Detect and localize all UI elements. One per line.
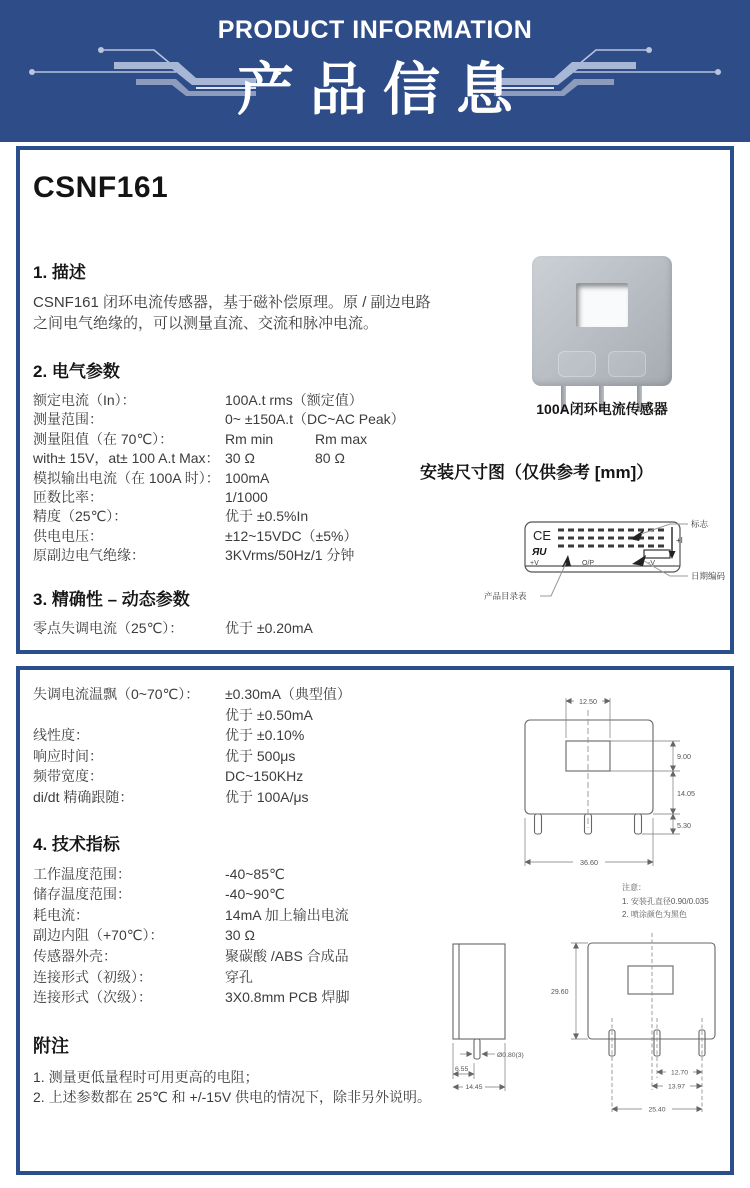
dim-pin-length: 5.30 (677, 821, 691, 830)
param-row (33, 684, 435, 705)
page-header (0, 0, 750, 142)
param-value2: Rm max (315, 430, 368, 447)
param-value: 0~ ±150A.t（DC~AC Peak） (225, 411, 405, 428)
dim-pitch2: 13.97 (667, 1083, 686, 1091)
param-label: 失调电流温飘（0~70℃）： (33, 686, 200, 702)
param-label: di/dt 精确跟随： (33, 788, 134, 805)
param-value: 30 Ω (225, 450, 255, 467)
date-code-box (644, 550, 670, 558)
param-row (33, 449, 435, 468)
param-label: 储存温度范围： (33, 886, 131, 903)
param-label: 原副边电气绝缘： (33, 547, 145, 564)
ce-mark: CE (533, 528, 552, 543)
param-value: 聚碳酸 /ABS 合成品 (225, 947, 349, 964)
dim-hole-height: 9.00 (677, 752, 691, 761)
section-accuracy-heading: 3. 精确性 – 动态参数 (33, 589, 190, 609)
photo-caption: 100A闭环电流传感器 (536, 401, 668, 417)
param-row (33, 410, 435, 429)
note-item: 1. 测量更低量程时可用更高的电阻； (33, 1068, 259, 1085)
param-row (33, 864, 435, 885)
dim-depth: 14.45 (465, 1084, 483, 1091)
pin-label-op: O/P (582, 560, 595, 567)
param-value: 3X0.8mm PCB 焊脚 (225, 989, 350, 1006)
param-label: 精度（25℃）： (33, 508, 128, 525)
param-label: 耗电流： (33, 906, 89, 923)
param-label: 传感器外壳： (33, 947, 117, 964)
param-label: 响应时间： (33, 747, 103, 764)
param-value: 14mA 加上输出电流 (225, 906, 349, 923)
param-row (33, 884, 435, 905)
param-value: 优于 ±0.20mA (225, 619, 313, 636)
dim-total: 25.40 (648, 1106, 666, 1114)
param-row (33, 391, 435, 410)
front-view (525, 720, 653, 834)
param-label: 连接形式（初级）： (33, 968, 152, 985)
param-label: 线性度： (33, 727, 89, 744)
dim-height: 29.60 (551, 989, 569, 996)
panel-specs (16, 666, 734, 1175)
param-row (33, 546, 435, 565)
panel1-text-column (33, 150, 435, 638)
dim-hole-width: 12.50 (579, 697, 597, 706)
panel2-text-column (33, 670, 435, 1108)
sensor-pad (558, 351, 596, 377)
param-value: DC~150KHz (225, 768, 304, 785)
topview-diagram (418, 495, 738, 623)
param-value: 穿孔 (225, 968, 253, 985)
param-row (33, 527, 435, 546)
notes-heading: 附注 (33, 1035, 69, 1056)
catalog-pointer-arrow (562, 555, 571, 567)
date-code-pointer-arrow (632, 555, 646, 566)
dynamic-params (33, 684, 435, 808)
param-value: -40~85℃ (225, 865, 285, 882)
param-row (33, 925, 435, 946)
note-item: 2. 上述参数都在 25℃ 和 +/-15V 供电的情况下，除非另外说明。 (33, 1089, 432, 1106)
section-desc-body: CSNF161 闭环电流传感器，基于磁补偿原理。原 / 副边电路之间电气绝缘的，可以测量直流、交流和脉冲电流。 (33, 294, 431, 332)
front-dim-lines (525, 698, 680, 866)
param-row (33, 507, 435, 526)
param-value: 1/1000 (225, 489, 268, 506)
drawing-note-1: 1. 安装孔直径0.90/0.035 (622, 897, 709, 906)
param-row (33, 967, 435, 988)
pin-label-minus-v: -V (648, 560, 655, 567)
param-row (33, 430, 435, 449)
param-row (33, 905, 435, 926)
param-label: 测量阻值（在 70℃）： (33, 430, 174, 447)
dim-total-width: 36.60 (580, 858, 598, 867)
param-row (33, 705, 435, 726)
section-electrical-heading: 2. 电气参数 (33, 362, 120, 381)
bottom-view (588, 943, 715, 1056)
pin-label-plus-v: +V (530, 560, 539, 567)
sensor-pad (608, 351, 646, 377)
param-value: 优于 500μs (225, 747, 296, 764)
param-label: 副边内阻（+70℃）： (33, 927, 164, 944)
param-row (33, 725, 435, 746)
param-value: 100A.t rms（额定值） (225, 392, 363, 408)
annotation-mark: 标志 (691, 519, 709, 529)
param-row (33, 746, 435, 767)
param-value: -40~90℃ (225, 886, 285, 903)
param-row (33, 469, 435, 488)
annotation-catalog: 产品目录表 (484, 591, 527, 601)
param-row (33, 987, 435, 1008)
section-desc-heading: 1. 描述 (33, 263, 86, 282)
dim-pin-diameter: Ø0.80(3) (497, 1052, 524, 1059)
mounting-heading: 安装尺寸图（仅供参考 [mm]） (420, 463, 654, 482)
electrical-params (33, 391, 435, 566)
param-label: 测量范围： (33, 411, 103, 428)
notes-list (33, 1067, 435, 1108)
param-label: 工作温度范围： (33, 865, 131, 882)
param-label: 额定电流（In）： (33, 392, 136, 408)
param-value: ±12~15VDC（±5%） (225, 527, 358, 544)
param-value: 优于 ±0.50mA (225, 706, 313, 723)
sensor-aperture (576, 283, 628, 327)
dim-pitch1: 12.70 (670, 1069, 689, 1077)
product-photo (532, 256, 672, 386)
accuracy-params (33, 619, 435, 638)
param-value: 30 Ω (225, 927, 255, 944)
param-value: 优于 ±0.10% (225, 727, 305, 744)
param-row (33, 619, 435, 638)
drawing-note-title: 注意： (622, 883, 646, 892)
param-label: 零点失调电流（25℃）： (33, 619, 184, 636)
dim-body-height: 14.05 (677, 789, 695, 798)
product-name: CSNF161 (33, 171, 169, 204)
param-label: 频带宽度： (33, 768, 103, 785)
tech-params (33, 864, 435, 1008)
header-title-zh: 产品信息 (237, 58, 529, 122)
header-title-en: PRODUCT INFORMATION (217, 16, 533, 44)
param-value: 100mA (225, 469, 270, 486)
param-value: 优于 ±0.5%In (225, 508, 309, 525)
param-value: Rm min (225, 430, 274, 447)
side-view (453, 944, 505, 1059)
param-row (33, 488, 435, 507)
param-value: ±0.30mA（典型值） (225, 686, 351, 702)
param-value: 3KVrms/50Hz/1 分钟 (225, 547, 355, 564)
drawing-note-2: 2. 喷涂颜色为黑色 (622, 910, 687, 919)
current-dir-label: +I (676, 536, 683, 545)
param-label (33, 705, 225, 726)
param-row (33, 766, 435, 787)
panel-overview (16, 146, 734, 654)
param-label: 模拟输出电流（在 100A 时）： (33, 469, 220, 486)
param-row (33, 787, 435, 808)
param-value2: 80 Ω (315, 450, 345, 467)
param-value: 优于 100A/μs (225, 788, 309, 805)
annotation-date-code: 日期编码 (691, 571, 726, 581)
dimension-drawings (415, 678, 737, 1148)
ul-mark: ЯU (532, 547, 547, 558)
param-label: with± 15V，at± 100 A.t Max： (33, 450, 220, 467)
param-label: 供电电压： (33, 527, 103, 544)
section-tech-heading: 4. 技术指标 (33, 834, 120, 854)
param-label: 匝数比率： (33, 489, 103, 506)
param-label: 连接形式（次级）： (33, 989, 152, 1006)
dim-pin-offset: 6.55 (455, 1066, 469, 1073)
param-row (33, 946, 435, 967)
